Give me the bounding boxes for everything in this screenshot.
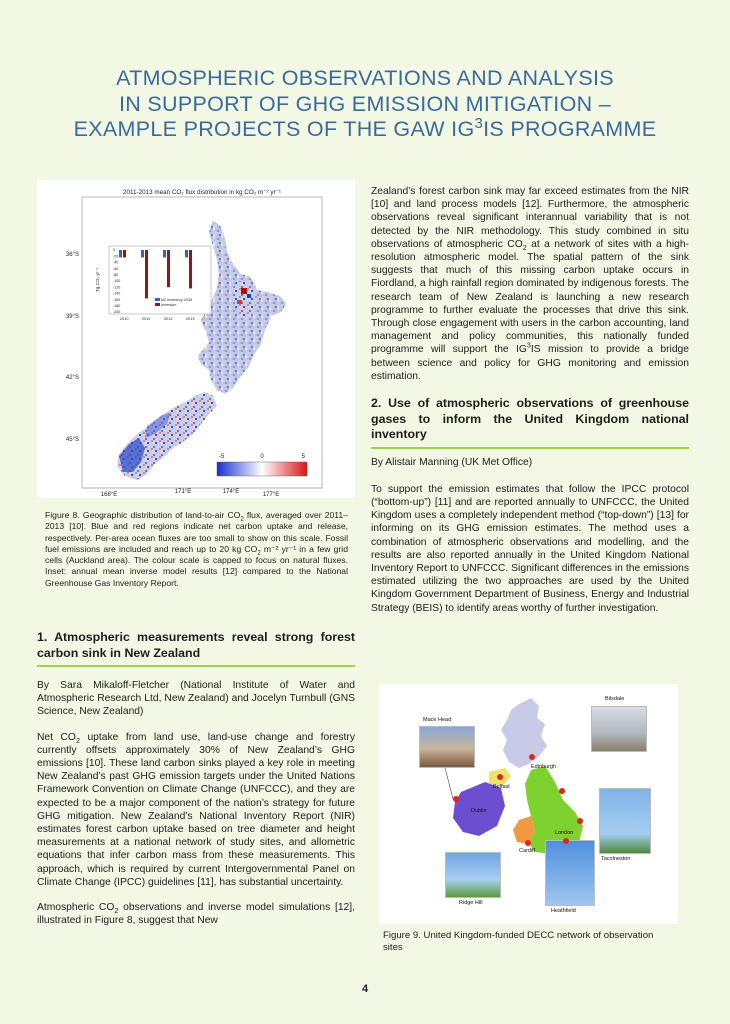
site-dot-tacolneston	[577, 818, 583, 824]
section-1-byline: By Sara Mikaloff-Fletcher (National Institute of Water and Atmospheric Research Ltd, New Zealand) and Jocelyn Turnbull (GNS Science, New Zealand)	[37, 680, 355, 718]
section-1-continued	[371, 185, 689, 627]
site-dot-bilsdale	[559, 788, 565, 794]
site-dot-belfast	[497, 774, 503, 780]
inset-year-label: 2013	[186, 317, 195, 321]
auckland-hotspot	[241, 288, 247, 294]
figure-9-caption: Figure 9. United Kingdom-funded DECC network of observation sites	[383, 930, 654, 953]
inset-ytick: -120	[113, 285, 121, 290]
scotland-region	[501, 698, 547, 768]
title-line-2: IN SUPPORT OF GHG EMISSION MITIGATION –	[119, 91, 611, 116]
figure-8-map	[37, 180, 355, 498]
title-line-3: EXAMPLE PROJECTS OF THE GAW $IG^3IS$ PROGRAMME	[73, 114, 657, 141]
nz-flux-map	[37, 180, 355, 498]
site-label-cardiff: Cardiff	[519, 848, 536, 854]
section-2-heading: 2. Use of atmospheric observations of greenhouse gases to inform the United Kingdom national inventory	[371, 396, 689, 449]
lon-label: 174°E	[222, 489, 240, 495]
site-dot-london	[563, 838, 569, 844]
inset-bar-inversion	[145, 250, 148, 298]
title-line-1: ATMOSPHERIC OBSERVATIONS AND ANALYSIS	[116, 66, 614, 90]
inset-ytick: -200	[113, 310, 121, 315]
inset-ytick: 0	[113, 248, 115, 253]
lat-label: 39°S	[65, 314, 79, 320]
photo-heathfield	[545, 840, 595, 906]
inset-bar-inversion	[123, 250, 126, 257]
figure-8-caption: Figure 8. Geographic distribution of land-to-air $CO_2$ flux, averaged over 2011–2013 [10]. Blue and red regions indicate net carbon uptake and release, respectively. Per-area ocean fluxes are too small to show on this scale. Fossil fuel emissions are included and reach up to 20 kg $CO_2$ m⁻² yr⁻¹ in a few grid cells (Auckland area). The colour scale is capped to focus on natural fluxes. Inset: annual mean inverse model results [12] compared to the National Greenhouse Gas Inventory Report.	[45, 510, 348, 588]
source-cell	[237, 300, 242, 304]
colorbar	[217, 462, 307, 476]
legend-inversion: Inversion	[161, 303, 177, 307]
site-label-tacolneston: Tacolneston	[601, 856, 631, 862]
legend-swatch-inventory	[155, 298, 160, 301]
inset-bar-inventory	[163, 250, 166, 257]
inset-ylabel: Tg CO₂ yr⁻¹	[95, 268, 100, 292]
site-dot-edinburgh	[529, 754, 535, 760]
inset-bar-inventory	[141, 250, 144, 257]
inset-year-label: 2010	[120, 317, 129, 321]
map-title: 2011-2013 mean CO₂ flux distribution in kg CO₂ m⁻² yr⁻¹	[122, 189, 282, 196]
colorbar-label: -5	[219, 454, 225, 460]
sink-cell	[247, 294, 251, 298]
legend-inventory: NZ Inventory 2015	[161, 298, 193, 302]
colorbar-label: 5	[301, 454, 305, 460]
lon-label: 168°E	[100, 492, 118, 498]
site-dot-mace-head	[453, 796, 459, 802]
lat-label: 36°S	[65, 252, 79, 258]
inset-ytick: -140	[113, 291, 121, 296]
colorbar-label: 0	[260, 454, 264, 460]
map-frame	[82, 197, 322, 488]
inset-ytick: -60	[113, 266, 119, 271]
section-1-para-2: Atmospheric $CO_2$ observations and inverse model simulations [12], illustrated in Figure 8, suggest that New	[37, 902, 355, 927]
section-1-heading: 1. Atmospheric measurements reveal strong forest carbon sink in New Zealand	[37, 630, 355, 667]
inset-ytick: -40	[113, 260, 119, 265]
inset-ytick: -80	[113, 273, 119, 277]
photo-ridge-hill	[445, 852, 501, 898]
section-1	[37, 630, 355, 939]
inset-bar-inventory	[185, 250, 188, 257]
photo-tacolneston	[599, 788, 651, 854]
inset-ytick: -20	[113, 254, 119, 259]
site-label-dublin: Dublin	[471, 808, 487, 814]
section-2-para-1: To support the emission estimates that follow the IPCC protocol (“bottom-up”) [11] and are reported annually to UNFCCC, the United Kingdom uses a completely independent method (“top-down”) [13] for informing on its GHG emission estimates. The method uses a combination of atmospheric observations and modelling, and the results are also reported annually in the United Kingdom National Inventory Report to UNFCCC. Significant differences in the emissions estimated utilizing the two approaches are used by the United Kingdom Government Department of Business, Energy and Industrial Strategy (BEIS) to identify areas worthy of further investigation.	[371, 483, 689, 614]
inset-ytick: -180	[113, 304, 121, 308]
legend-swatch-inversion	[155, 303, 160, 306]
site-label-bilsdale: Bilsdale	[605, 696, 625, 702]
lat-label: 42°S	[65, 375, 79, 381]
inset-year-label: 2012	[164, 317, 173, 321]
site-label-heathfield: Heathfield	[551, 908, 576, 914]
section-1-para-1: Net $CO_2$ uptake from land use, land-use change and forestry currently offsets approximately 30% of New Zealand’s GHG emissions [10]. These land carbon sinks played a key role in meeting New Zealand’s past GHG emission targets under the United Nations Framework Convention on Climate Change (UNFCCC), and they are expected to be a major component of the nation’s strategy for future GHG mitigation. New Zealand’s National Inventory Report (NIR) estimates forest carbon uptake based on tree diameter and height measurements at a national network of study sites, and allometric equations that infer carbon mass from these measurements. This approach, which is required by current Intergovernmental Panel on Climate Change (IPCC) guidelines [11], has substantial uncertainty.	[37, 731, 355, 888]
site-label-edinburgh: Edinburgh	[531, 764, 557, 770]
section-2-byline: By Alistair Manning (UK Met Office)	[371, 456, 533, 468]
site-label-belfast: Belfast	[493, 784, 510, 790]
lat-label: 45°S	[65, 437, 79, 443]
lon-label: 177°E	[262, 492, 280, 498]
inset-ytick: -160	[113, 297, 121, 302]
inset-chart	[95, 246, 211, 321]
site-label-mace-head: Mace Head	[423, 717, 452, 723]
page-number: 4	[361, 983, 369, 995]
lon-label: 171°E	[174, 489, 192, 495]
inset-bar-inversion	[189, 250, 192, 288]
site-label-ridge-hill: Ridge Hill	[459, 900, 483, 906]
photo-bilsdale	[591, 706, 647, 752]
section-1-para-3: Zealand’s forest carbon sink may far exceed estimates from the NIR [10] and land process models [12]. Furthermore, the atmospheric observations reveal significant interannual variability that is not detected by the NIR methodology. This study combined in situ observations of atmospheric $CO_2$ at a network of sites with a high-resolution atmospheric model. The spatial pattern of the sink suggests that much of this missing carbon uptake occurs in Fiordland, a high rainfall region dominated by indigenous forests. The research team of New Zealand is launching a new research programme to further evaluate the processes that drive this sink. Through close engagement with users in the carbon accounting, land management and policy communities, this nationally funded programme will support the $IG^3IS$ mission to provide a bridge between science and policy for GHG monitoring and emission estimation.	[371, 186, 689, 382]
site-dot-cardiff	[525, 840, 531, 846]
inset-bar-inventory	[119, 250, 122, 257]
page-title	[20, 66, 710, 143]
photo-mace-head	[419, 726, 475, 768]
figure-9-map	[379, 684, 678, 924]
inset-year-label: 2011	[142, 317, 151, 321]
inset-ytick: -100	[113, 279, 121, 284]
site-label-london: London	[555, 830, 574, 836]
inset-bar-inversion	[167, 250, 170, 287]
